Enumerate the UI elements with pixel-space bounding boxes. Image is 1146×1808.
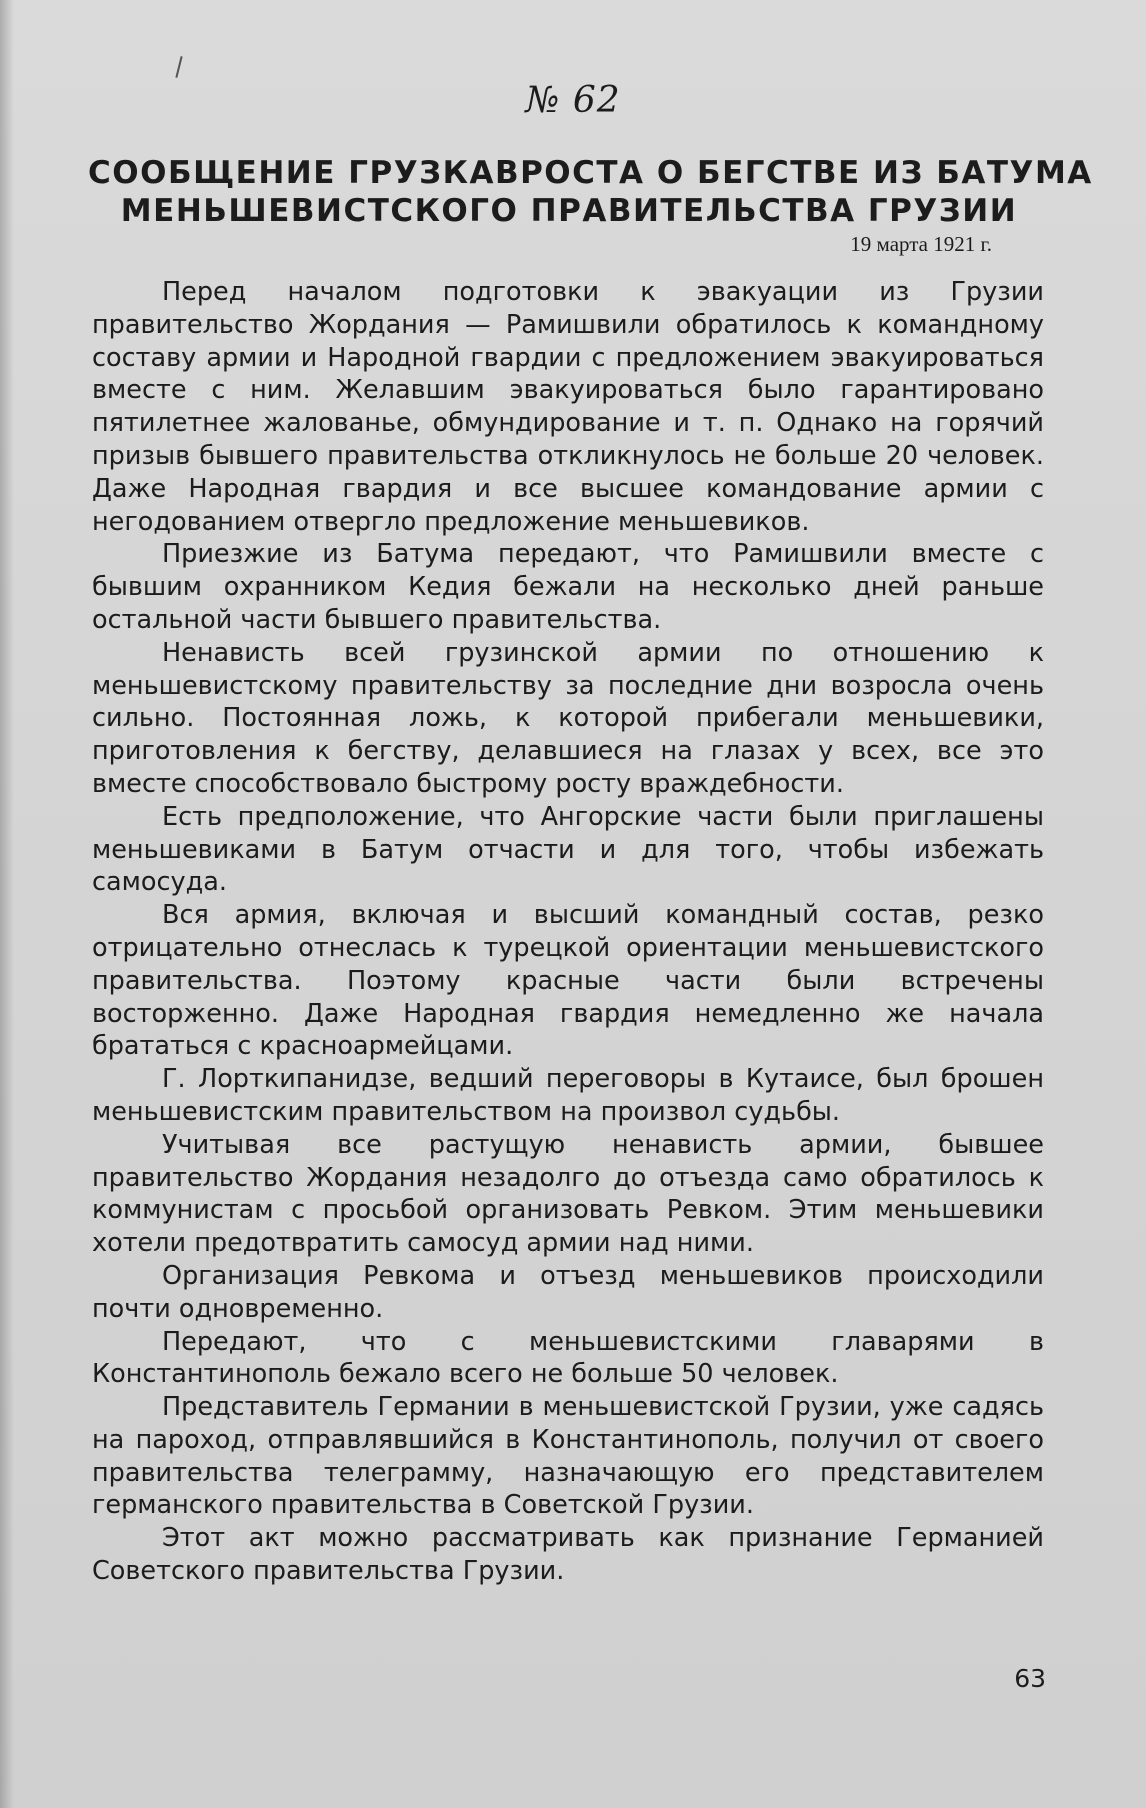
paragraph: Перед началом подготовки к эвакуации из Грузии правительство Жордания — Рамишвили обратилось к командному составу армии и Народной гвардии с предложением эвакуироваться вместе с ним. Желавшим эвакуироваться было гарантировано пятилетнее жалованье, обмундирование и т. п. Однако на горячий призыв бывшего правительства откликнулось не больше 20 человек. Даже Народная гвардия и все высшее командование армии с негодованием отвергло предложение меньшевиков. [92,277,1044,537]
title-line-2: МЕНЬШЕВИСТСКОГО ПРАВИТЕЛЬСТВА ГРУЗИИ [120,193,1018,229]
paragraph: Есть предположение, что Ангорские части были приглашены меньшевиками в Батум отчасти и для того, чтобы избежать самосуда. [92,801,1044,898]
document-date: 19 марта 1921 г. [850,232,992,256]
title-line-1: СООБЩЕНИЕ ГРУЗКАВРОСТА О БЕГСТВЕ ИЗ БАТУМА [88,155,1093,191]
paragraph: Учитывая все растущую ненависть армии, бывшее правительство Жордания незадолго до отъезда само обратилось к коммунистам с просьбой организовать Ревком. Этим меньшевики хотели предотвратить самосуд армии над ними. [92,1129,1044,1259]
paragraph: Организация Ревкома и отъезд меньшевиков происходили почти одновременно. [92,1260,1044,1324]
document-title [88,154,1093,230]
document-body [92,276,1044,1588]
paragraph: Передают, что с меньшевистскими главарями в Константинополь бежало всего не больше 50 человек. [92,1326,1044,1390]
page-number: 63 [1014,1664,1046,1693]
paragraph: Ненависть всей грузинской армии по отношению к меньшевистскому правительству за последние дни возросла очень сильно. Постоянная ложь, к которой прибегали меньшевики, приготовления к бегству, делавшиеся на глазах у всех, все это вместе способствовало быстрому росту враждебности. [92,637,1044,799]
paragraph: Г. Лорткипанидзе, ведший переговоры в Кутаисе, был брошен меньшевистским правительством на произвол судьбы. [92,1064,1044,1127]
pencil-mark [175,56,182,78]
paragraph: Вся армия, включая и высший командный состав, резко отрицательно отнеслась к турецкой ориентации меньшевистского правительства. Поэтому красные части были встречены восторженно. Даже Народная гвардия немедленно же начала брататься с красноармейцами. [92,900,1044,1062]
document-number: № 62 [525,80,621,121]
paragraph: Этот акт можно рассматривать как признание Германией Советского правительства Грузии. [92,1523,1044,1587]
page-binding-shadow [0,0,14,1808]
paragraph: Приезжие из Батума передают, что Рамишвили вместе с бывшим охранником Кедия бежали на несколько дней раньше остальной части бывшего правительства. [92,539,1044,635]
paragraph: Представитель Германии в меньшевистской Грузии, уже садясь на пароход, отправлявшийся в Константинополь, получил от своего правительства телеграмму, назначающую его представителем германского правительства в Советской Грузии. [92,1392,1044,1521]
